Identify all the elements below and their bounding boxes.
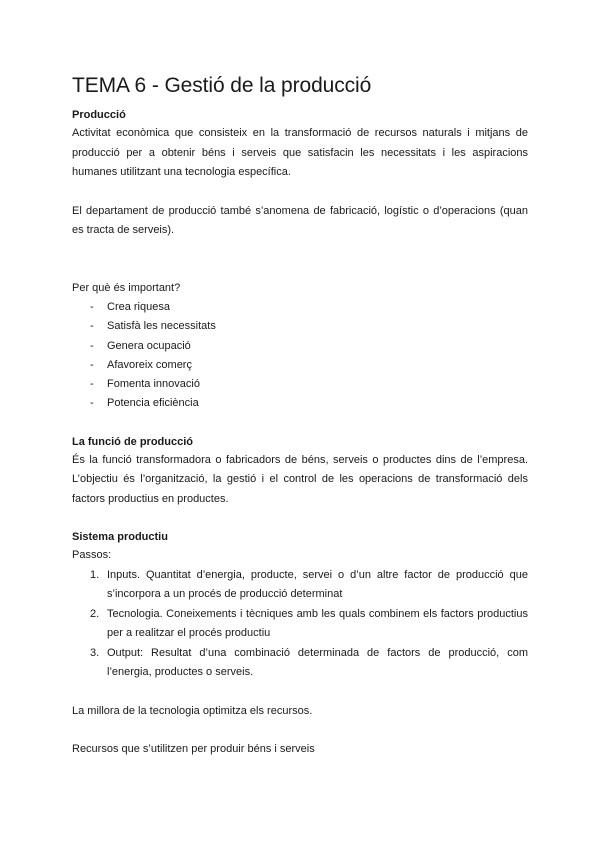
list-item: - Satisfà les necessitats bbox=[72, 317, 528, 336]
dash-marker: - bbox=[90, 320, 94, 333]
paragraph-funcio: És la funció transformadora o fabricadors de béns, serveis o productes dins de l’empresa. L’objectiu és l’organització, la gestió i el control de les operacions de transformació dels factors productius en productes. bbox=[72, 453, 528, 505]
list-item: 3. Output: Resultat d’una combinació determinada de factors de producció, com l’energia, productes o serveis. bbox=[72, 644, 528, 683]
closing-line-tecnologia: La millora de la tecnologia optimitza els recursos. bbox=[72, 704, 313, 717]
step-number: 1. bbox=[90, 568, 100, 581]
steps-list bbox=[72, 566, 528, 683]
step-number: 2. bbox=[90, 607, 100, 620]
page-title: TEMA 6 - Gestió de la producció bbox=[72, 74, 372, 97]
list-item: 2. Tecnologia. Coneixements i tècniques amb les quals combinem els factors productius per a realitzar el procés productiu bbox=[72, 605, 528, 644]
section-heading-produccio: Producció bbox=[72, 109, 126, 121]
dash-marker: - bbox=[90, 339, 94, 352]
dash-marker: - bbox=[90, 397, 94, 410]
document-page bbox=[72, 72, 528, 760]
list-item: - Crea riquesa bbox=[72, 298, 528, 317]
section-heading-funcio: La funció de producció bbox=[72, 435, 194, 448]
list-item: 1. Inputs. Quantitat d’energia, producte, servei o d’un altre factor de producció que s’incorpora a un procés de producció determinat bbox=[72, 566, 528, 605]
importance-list bbox=[72, 298, 528, 414]
step-number: 3. bbox=[90, 646, 100, 659]
paragraph-produccio-definition: Activitat econòmica que consisteix en la transformació de recursos naturals i mitjans de producció per a obtenir béns i serveis que satisfacin les necessitats i les aspiracions humanes utilitzant una tecnologia específica. bbox=[72, 127, 528, 178]
dash-marker: - bbox=[90, 358, 94, 371]
section-heading-sistema: Sistema productiu bbox=[72, 531, 168, 544]
list-item: - Afavoreix comerç bbox=[72, 356, 528, 375]
list-item: - Potencia eficiència bbox=[72, 394, 528, 413]
paragraph-departament: El departament de producció també s’anomena de fabricació, logístic o d’operacions (quan es tracta de serveis). bbox=[72, 204, 528, 236]
steps-intro: Passos: bbox=[72, 549, 112, 562]
importance-question: Per què és important? bbox=[72, 281, 181, 294]
dash-marker: - bbox=[90, 301, 94, 313]
list-item: - Fomenta innovació bbox=[72, 375, 528, 394]
list-item: - Genera ocupació bbox=[72, 337, 528, 356]
closing-line-recursos: Recursos que s’utilitzen per produir béns i serveis bbox=[72, 743, 315, 756]
dash-marker: - bbox=[90, 378, 94, 391]
